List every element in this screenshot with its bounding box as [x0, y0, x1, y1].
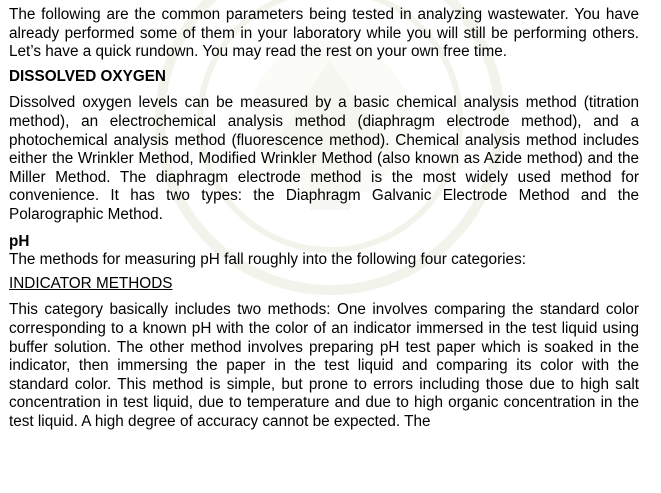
ph-intro-paragraph: The methods for measuring pH fall roughly into the following four categories:: [9, 251, 526, 269]
section-heading-dissolved-oxygen: DISSOLVED OXYGEN: [9, 67, 166, 85]
document-page: [9, 6, 639, 431]
section-heading-ph: pH: [9, 232, 30, 250]
subheading-indicator-methods: INDICATOR METHODS: [9, 274, 173, 292]
intro-paragraph: The following are the common parameters being tested in analyzing wastewater. You have already performed some of them in your laboratory while you will still be performing others. Let’s have a quick rundown. You may read the rest on your own free time.: [9, 6, 639, 61]
dissolved-oxygen-paragraph: Dissolved oxygen levels can be measured by a basic chemical analysis method (titration method), an electrochemical analysis method (diaphragm electrode method), and a photochemical analysis method (fluorescence method). Chemical analysis method includes either the Wrinkler Method, Modified Wrinkler Method (also known as Azide method) and the Miller Method. The diaphragm electrode method is the most widely used method for convenience. It has two types: the Diaphragm Galvanic Electrode Method and the Polarographic Method.: [9, 94, 639, 223]
indicator-methods-paragraph: This category basically includes two methods: One involves comparing the standard color corresponding to a known pH with the color of an indicator immersed in the test liquid using buffer solution. The other method involves preparing pH test paper which is soaked in the indicator, then immersing the paper in the test liquid and comparing its color with the standard color. This method is simple, but prone to errors including those due to high salt concentration in test liquid, due to temperature and due to high organic concentration in the test liquid. A high degree of accuracy cannot be expected. The: [9, 301, 639, 430]
